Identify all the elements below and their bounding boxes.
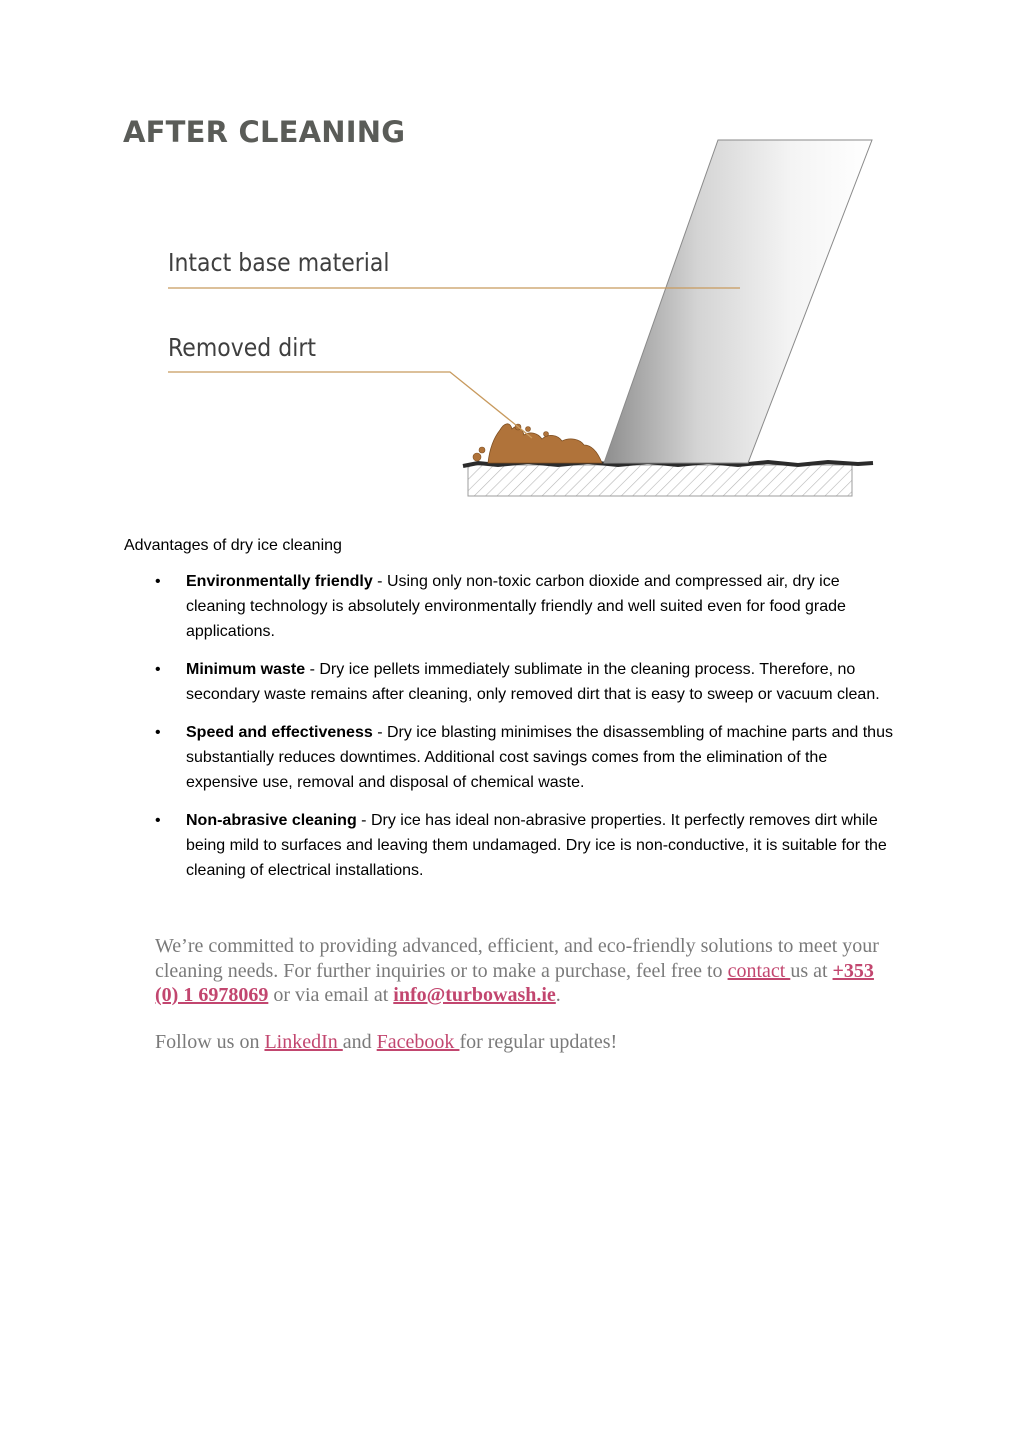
- dirt-callout-line: [168, 372, 532, 438]
- phone-link[interactable]: +353 (0) 1 6978069: [155, 959, 874, 1006]
- figure-title: AFTER CLEANING: [123, 115, 406, 149]
- advantages-intro: Advantages of dry ice cleaning: [124, 537, 342, 554]
- item-text: - Using only non-toxic carbon dioxide and compressed air, dry ice cleaning technology is absolutely environmentally friendly and well suited even for food grade applications.: [186, 573, 846, 640]
- removed-dirt-label: Removed dirt: [168, 333, 316, 362]
- item-text: - Dry ice pellets immediately sublimate in the cleaning process. Therefore, no secondary waste remains after cleaning, only removed dirt that is easy to sweep or vacuum clean.: [186, 661, 880, 703]
- bullet-icon: •: [155, 573, 161, 590]
- after-cleaning-figure: [118, 105, 898, 510]
- list-item: [124, 569, 902, 644]
- list-item: [124, 657, 902, 707]
- contact-link[interactable]: contact: [727, 959, 791, 982]
- contact-text-1: We’re committed to providing advanced, efficient, and eco-friendly solutions to meet your cleaning needs. For further inquiries or to make a purchase, feel free to: [155, 935, 879, 982]
- slanted-panel: [604, 140, 872, 463]
- follow-text-3: for regular updates!: [459, 1030, 618, 1053]
- item-title: Minimum waste: [186, 661, 306, 678]
- base-material-label: Intact base material: [168, 248, 390, 277]
- email-link[interactable]: info@turbowash.ie: [393, 984, 556, 1006]
- advantages-section: [124, 533, 904, 896]
- bullet-icon: •: [155, 812, 161, 829]
- list-item: [124, 720, 902, 795]
- item-title: Non-abrasive cleaning: [186, 812, 357, 829]
- item-title: Environmentally friendly: [186, 573, 373, 590]
- closing-section: [155, 934, 895, 1076]
- follow-text-1: Follow us on: [155, 1030, 265, 1053]
- facebook-link[interactable]: Facebook: [376, 1030, 460, 1053]
- contact-text-4: .: [555, 984, 561, 1006]
- list-item: [124, 808, 902, 883]
- follow-text-2: and: [342, 1030, 377, 1053]
- linkedin-link[interactable]: LinkedIn: [264, 1030, 343, 1053]
- cleaning-diagram: [118, 105, 898, 510]
- item-title: Speed and effectiveness: [186, 724, 373, 741]
- contact-text-2: us at: [790, 959, 833, 982]
- contact-paragraph: [155, 934, 895, 1008]
- contact-text-3: or via email at: [268, 984, 394, 1006]
- base-material-block: [468, 465, 852, 496]
- bullet-icon: •: [155, 724, 161, 741]
- item-text: - Dry ice blasting minimises the disassembling of machine parts and thus substantially reduces downtimes. Additional cost savings comes from the elimination of the expensive use, removal and disposal of chemical waste.: [186, 724, 893, 791]
- follow-paragraph: [155, 1030, 895, 1055]
- dirt-pile: [473, 424, 602, 463]
- item-text: - Dry ice has ideal non-abrasive properties. It perfectly removes dirt while being mild to surfaces and leaving them undamaged. Dry ice is non-conductive, it is suitable for the cleaning of electrical installations.: [186, 812, 887, 879]
- bullet-icon: •: [155, 661, 161, 678]
- advantages-list: [124, 569, 904, 883]
